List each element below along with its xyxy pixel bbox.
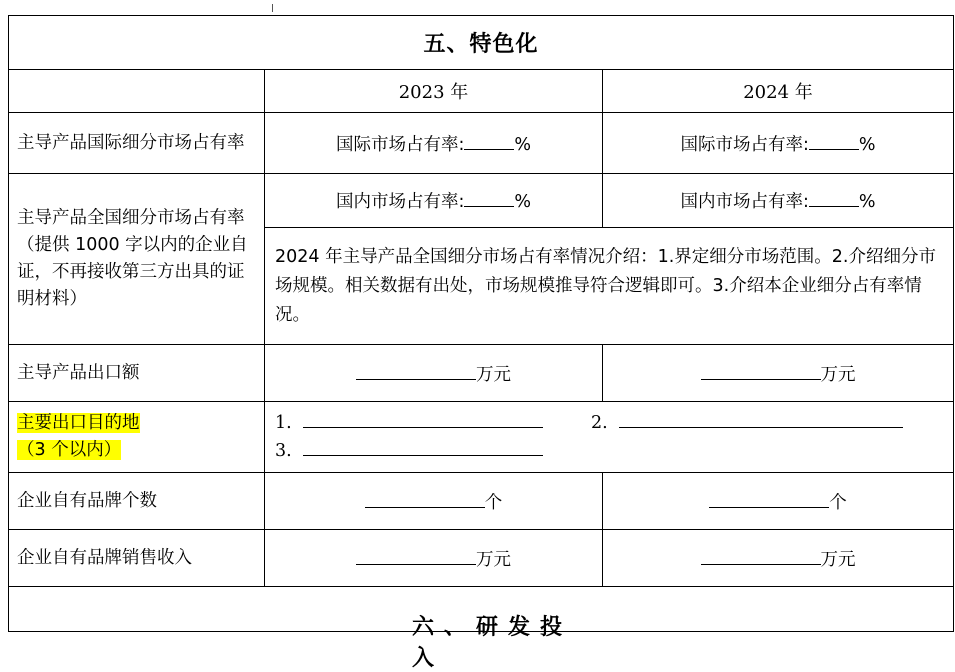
intl-share-2023-prefix: 国际市场占有率:: [335, 134, 465, 155]
document-page: [8, 0, 953, 671]
brand-revenue-2024-unit: 万元: [820, 549, 856, 570]
export-amount-label: 主导产品出口额: [9, 345, 265, 402]
export-destinations-row: [9, 402, 954, 473]
next-section-title: [412, 604, 573, 671]
national-share-2024-unit: %: [858, 192, 876, 212]
brand-revenue-2023-input[interactable]: [356, 546, 476, 565]
destination-3-input[interactable]: [303, 437, 543, 456]
national-share-2024-prefix: 国内市场占有率:: [680, 192, 809, 212]
empty-header-cell: [9, 70, 265, 113]
next-section-title-text: 六、研发投入: [412, 614, 573, 671]
export-amount-2024-cell: [603, 345, 954, 402]
export-destinations-label: [9, 402, 265, 473]
brand-count-2024-unit: 个: [829, 492, 847, 513]
brand-revenue-2023-cell: [265, 530, 603, 587]
intl-share-row: [9, 113, 954, 174]
intl-share-2024-cell: [603, 113, 954, 174]
intl-share-2023-input[interactable]: [464, 131, 514, 150]
export-amount-2023-input[interactable]: [356, 361, 476, 380]
national-share-2023-cell: [265, 174, 603, 228]
year-2023-header: 2023 年: [265, 70, 603, 113]
national-share-2023-unit: %: [514, 192, 532, 212]
destination-2-input[interactable]: [619, 409, 903, 428]
export-amount-2024-input[interactable]: [701, 361, 821, 380]
brand-count-2024-cell: [603, 473, 954, 530]
intl-share-2024-unit: %: [858, 134, 876, 155]
feature-form-table: [8, 15, 954, 632]
national-share-2024-cell: [603, 174, 954, 228]
brand-count-row: [9, 473, 954, 530]
intl-share-2023-unit: %: [514, 134, 532, 155]
brand-count-2023-cell: [265, 473, 603, 530]
destination-1: [275, 409, 591, 437]
brand-count-2023-input[interactable]: [365, 489, 485, 508]
brand-count-label: 企业自有品牌个数: [9, 473, 265, 530]
destination-3-number: 3.: [275, 441, 292, 461]
title-row: [9, 16, 954, 70]
export-destinations-fields: [265, 402, 954, 473]
destination-1-number: 1.: [275, 413, 292, 433]
national-share-2023-prefix: 国内市场占有率:: [335, 192, 465, 212]
national-share-intro[interactable]: 2024 年主导产品全国细分市场占有率情况介绍：1.界定细分市场范围。2.介绍细分市场规模。相关数据有出处，市场规模推导符合逻辑即可。3.介绍本企业细分占有率情况。: [265, 228, 954, 345]
export-destinations-title: 主要出口目的地: [17, 413, 140, 433]
national-share-row: [9, 174, 954, 228]
national-share-2024-input[interactable]: [809, 188, 859, 207]
destination-3: [275, 437, 543, 465]
intl-share-label: 主导产品国际细分市场占有率: [9, 113, 265, 174]
export-amount-2023-unit: 万元: [476, 364, 511, 385]
brand-count-2024-input[interactable]: [709, 489, 829, 508]
national-share-2023-input[interactable]: [464, 188, 514, 207]
brand-count-2023-unit: 个: [484, 492, 503, 513]
intl-share-2024-input[interactable]: [809, 131, 859, 150]
national-share-label: 主导产品全国细分市场占有率（提供 1000 字以内的企业自证，不再接收第三方出具的证明材料）: [9, 174, 265, 345]
export-amount-row: [9, 345, 954, 402]
destination-2: [591, 409, 903, 437]
export-amount-2023-cell: [265, 345, 603, 402]
ruler-tick: [272, 4, 273, 12]
brand-revenue-2024-cell: [603, 530, 954, 587]
intl-share-2024-prefix: 国际市场占有率:: [680, 134, 809, 155]
destination-1-input[interactable]: [303, 409, 543, 428]
brand-revenue-2023-unit: 万元: [476, 549, 511, 570]
brand-revenue-label: 企业自有品牌销售收入: [9, 530, 265, 587]
year-2024-header: 2024 年: [603, 70, 954, 113]
year-header-row: [9, 70, 954, 113]
export-amount-2024-unit: 万元: [820, 364, 856, 385]
destination-2-number: 2.: [591, 413, 608, 433]
brand-revenue-row: [9, 530, 954, 587]
section-title: 五、特色化: [9, 16, 954, 70]
intl-share-2023-cell: [265, 113, 603, 174]
export-destinations-note: （3 个以内）: [17, 440, 122, 460]
brand-revenue-2024-input[interactable]: [701, 546, 821, 565]
